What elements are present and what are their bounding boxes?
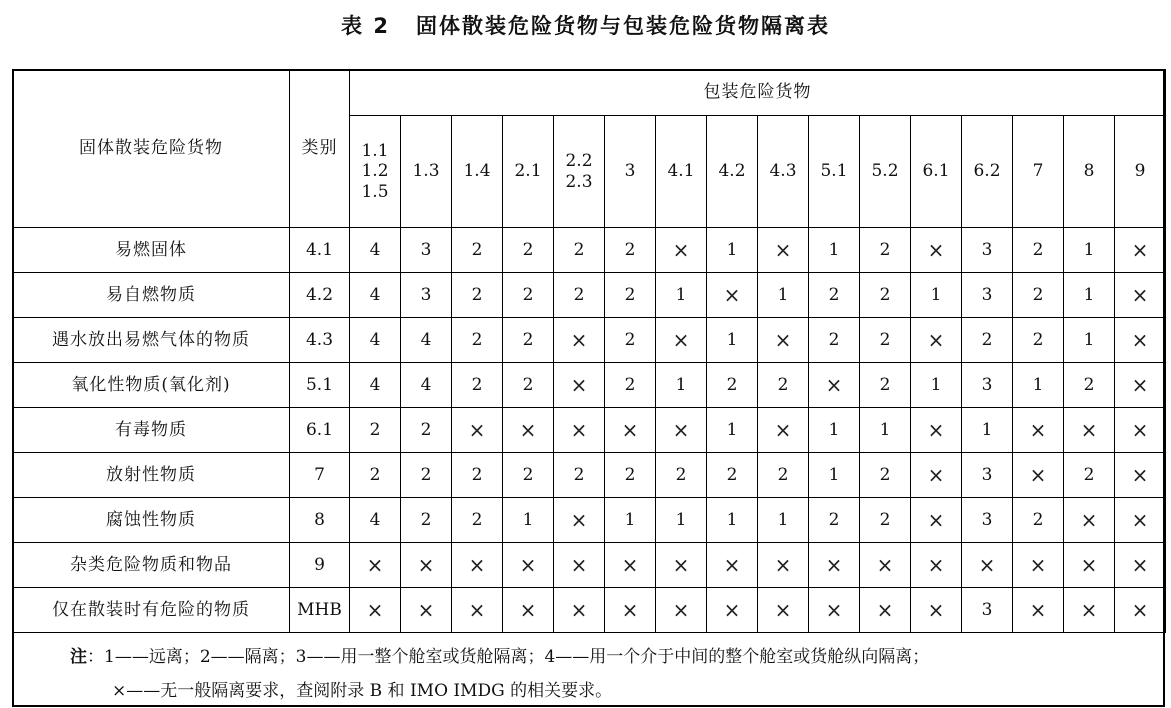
segregation-value: 1 <box>707 318 758 363</box>
segregation-value: 1 <box>1064 318 1115 363</box>
row-class: 7 <box>290 453 350 498</box>
segregation-value: × <box>401 543 452 588</box>
segregation-value: × <box>452 588 503 633</box>
row-class: 6.1 <box>290 408 350 453</box>
row-substance-name: 易燃固体 <box>13 228 290 273</box>
segregation-value: 1 <box>758 273 809 318</box>
segregation-value: × <box>656 318 707 363</box>
segregation-value: 2 <box>605 363 656 408</box>
row-substance-name: 腐蚀性物质 <box>13 498 290 543</box>
segregation-value: 2 <box>452 363 503 408</box>
segregation-value: 2 <box>1013 318 1064 363</box>
segregation-value: 2 <box>758 453 809 498</box>
segregation-value: × <box>1013 408 1064 453</box>
segregation-value: × <box>758 228 809 273</box>
segregation-value: × <box>1064 408 1115 453</box>
segregation-value: 2 <box>503 228 554 273</box>
segregation-value: 3 <box>962 363 1013 408</box>
table-title <box>0 10 1171 40</box>
segregation-value: 3 <box>962 498 1013 543</box>
row-substance-name: 仅在散装时有危险的物质 <box>13 588 290 633</box>
segregation-value: 1 <box>707 228 758 273</box>
segregation-value: × <box>911 453 962 498</box>
class-code: 6.2 <box>973 161 1001 182</box>
segregation-value: × <box>656 408 707 453</box>
header-bulk-goods: 固体散装危险货物 <box>13 70 290 228</box>
class-code: 2.1 <box>514 161 542 182</box>
segregation-value: 4 <box>350 498 401 543</box>
segregation-value: × <box>758 318 809 363</box>
segregation-value: 2 <box>860 363 911 408</box>
segregation-value: 1 <box>1064 273 1115 318</box>
segregation-value: 4 <box>350 273 401 318</box>
segregation-value: × <box>554 318 605 363</box>
row-class: 4.2 <box>290 273 350 318</box>
segregation-value: 2 <box>503 273 554 318</box>
segregation-value: 2 <box>452 453 503 498</box>
segregation-value: 3 <box>962 453 1013 498</box>
segregation-value: 1 <box>1013 363 1064 408</box>
row-class: 4.3 <box>290 318 350 363</box>
segregation-value: 2 <box>1013 498 1064 543</box>
segregation-value: 3 <box>962 588 1013 633</box>
segregation-value: × <box>656 228 707 273</box>
table-number: 表 2 <box>341 14 390 38</box>
segregation-value: 2 <box>554 273 605 318</box>
segregation-value: 2 <box>656 453 707 498</box>
segregation-value: 2 <box>707 453 758 498</box>
segregation-value: 2 <box>758 363 809 408</box>
segregation-value: 1 <box>1064 228 1115 273</box>
segregation-value: × <box>605 588 656 633</box>
segregation-value: 2 <box>860 498 911 543</box>
segregation-value: 2 <box>1064 363 1115 408</box>
segregation-value: 2 <box>350 453 401 498</box>
header-packaged-goods: 包装危险货物 <box>350 70 1166 116</box>
segregation-value: 2 <box>605 273 656 318</box>
segregation-value: 2 <box>452 228 503 273</box>
segregation-value: × <box>503 588 554 633</box>
segregation-value: × <box>350 588 401 633</box>
segregation-value: 3 <box>401 273 452 318</box>
segregation-value: 4 <box>401 363 452 408</box>
segregation-value: 2 <box>503 363 554 408</box>
segregation-value: × <box>758 543 809 588</box>
segregation-value: 2 <box>962 318 1013 363</box>
row-substance-name: 杂类危险物质和物品 <box>13 543 290 588</box>
segregation-value: × <box>503 408 554 453</box>
class-code: 4.3 <box>769 161 797 182</box>
segregation-value: × <box>1115 453 1166 498</box>
segregation-value: × <box>656 588 707 633</box>
segregation-value: × <box>1115 363 1166 408</box>
row-class: 4.1 <box>290 228 350 273</box>
segregation-value: × <box>503 543 554 588</box>
segregation-value: × <box>809 363 860 408</box>
segregation-value: 1 <box>911 273 962 318</box>
segregation-value: × <box>758 408 809 453</box>
segregation-value: 2 <box>503 453 554 498</box>
segregation-value: × <box>1013 588 1064 633</box>
segregation-value: × <box>452 543 503 588</box>
segregation-value: 2 <box>554 228 605 273</box>
class-code: 2.3 <box>565 171 593 192</box>
segregation-value: 1 <box>656 363 707 408</box>
segregation-value: 4 <box>350 363 401 408</box>
segregation-value: 2 <box>605 228 656 273</box>
segregation-value: 3 <box>401 228 452 273</box>
segregation-value: 1 <box>707 498 758 543</box>
segregation-value: 2 <box>860 318 911 363</box>
segregation-value: 1 <box>656 273 707 318</box>
class-code: 1.4 <box>463 161 491 182</box>
class-code: 3 <box>624 161 636 182</box>
class-code: 5.2 <box>871 161 899 182</box>
segregation-value: × <box>911 543 962 588</box>
segregation-value: 2 <box>707 363 758 408</box>
segregation-value: × <box>605 408 656 453</box>
segregation-value: × <box>350 543 401 588</box>
row-substance-name: 遇水放出易燃气体的物质 <box>13 318 290 363</box>
segregation-value: 2 <box>809 273 860 318</box>
segregation-value: × <box>1115 543 1166 588</box>
class-code: 9 <box>1134 161 1146 182</box>
segregation-value: 1 <box>707 408 758 453</box>
segregation-value: 1 <box>809 408 860 453</box>
segregation-value: × <box>809 588 860 633</box>
segregation-value: 2 <box>350 408 401 453</box>
row-class: 9 <box>290 543 350 588</box>
row-substance-name: 氧化性物质(氧化剂) <box>13 363 290 408</box>
segregation-value: × <box>1064 543 1115 588</box>
header-class: 类别 <box>290 70 350 228</box>
note-label: 注 <box>70 647 87 667</box>
class-code: 5.1 <box>820 161 848 182</box>
table-note <box>12 632 1165 707</box>
segregation-value: 2 <box>860 273 911 318</box>
row-substance-name: 易自燃物质 <box>13 273 290 318</box>
segregation-value: × <box>1013 543 1064 588</box>
segregation-value: 2 <box>809 498 860 543</box>
segregation-value: × <box>860 588 911 633</box>
segregation-value: × <box>962 543 1013 588</box>
segregation-value: 2 <box>1064 453 1115 498</box>
segregation-value: × <box>707 588 758 633</box>
segregation-value: 4 <box>401 318 452 363</box>
table-frame <box>12 69 1165 707</box>
segregation-value: × <box>554 408 605 453</box>
segregation-value: 1 <box>503 498 554 543</box>
class-code: 4.2 <box>718 161 746 182</box>
segregation-value: × <box>911 408 962 453</box>
row-class: MHB <box>290 588 350 633</box>
segregation-value: × <box>1115 318 1166 363</box>
segregation-value: × <box>707 273 758 318</box>
segregation-value: 1 <box>809 453 860 498</box>
segregation-value: 2 <box>503 318 554 363</box>
class-code: 1.2 <box>361 161 389 182</box>
segregation-value: 4 <box>350 228 401 273</box>
segregation-value: × <box>860 543 911 588</box>
class-code: 6.1 <box>922 161 950 182</box>
class-code: 1.1 <box>361 140 389 161</box>
segregation-value: 2 <box>452 498 503 543</box>
segregation-value: × <box>911 318 962 363</box>
segregation-value: 4 <box>350 318 401 363</box>
segregation-value: × <box>1115 588 1166 633</box>
segregation-value: 2 <box>452 318 503 363</box>
segregation-value: × <box>911 498 962 543</box>
segregation-value: 2 <box>401 408 452 453</box>
segregation-value: × <box>1115 498 1166 543</box>
segregation-value: × <box>554 543 605 588</box>
segregation-value: × <box>1064 588 1115 633</box>
segregation-value: × <box>554 498 605 543</box>
class-code: 4.1 <box>667 161 695 182</box>
segregation-value: 1 <box>758 498 809 543</box>
note-line-2: ×——无一般隔离要求，查阅附录 B 和 IMO IMDG 的相关要求。 <box>112 681 613 701</box>
note-line-1: ：1——远离；2——隔离；3——用一整个舱室或货舱隔离；4——用一个介于中间的整个舱室或货舱纵向隔离； <box>87 647 930 667</box>
segregation-value: × <box>452 408 503 453</box>
segregation-value: 2 <box>860 228 911 273</box>
segregation-value: × <box>707 543 758 588</box>
segregation-value: × <box>401 588 452 633</box>
row-class: 5.1 <box>290 363 350 408</box>
segregation-value: 2 <box>554 453 605 498</box>
segregation-value: 1 <box>911 363 962 408</box>
segregation-value: 1 <box>656 498 707 543</box>
segregation-value: × <box>1115 408 1166 453</box>
class-code: 8 <box>1083 161 1095 182</box>
segregation-value: 2 <box>452 273 503 318</box>
segregation-value: 3 <box>962 273 1013 318</box>
segregation-value: 2 <box>401 453 452 498</box>
segregation-value: × <box>1064 498 1115 543</box>
row-substance-name: 放射性物质 <box>13 453 290 498</box>
segregation-value: 1 <box>962 408 1013 453</box>
segregation-value: 2 <box>1013 273 1064 318</box>
class-code: 2.2 <box>565 151 593 172</box>
segregation-value: × <box>656 543 707 588</box>
segregation-value: × <box>1013 453 1064 498</box>
segregation-value: 2 <box>1013 228 1064 273</box>
segregation-value: × <box>554 363 605 408</box>
segregation-value: 3 <box>962 228 1013 273</box>
segregation-value: 1 <box>605 498 656 543</box>
segregation-value: × <box>1115 273 1166 318</box>
segregation-value: 2 <box>401 498 452 543</box>
segregation-value: 2 <box>605 318 656 363</box>
segregation-value: 2 <box>860 453 911 498</box>
row-class: 8 <box>290 498 350 543</box>
segregation-value: 1 <box>809 228 860 273</box>
segregation-value: × <box>605 543 656 588</box>
class-code: 7 <box>1032 161 1044 182</box>
segregation-value: × <box>809 543 860 588</box>
segregation-value: × <box>1115 228 1166 273</box>
segregation-value: × <box>758 588 809 633</box>
row-substance-name: 有毒物质 <box>13 408 290 453</box>
segregation-value: × <box>911 228 962 273</box>
table-caption: 固体散装危险货物与包装危险货物隔离表 <box>415 14 830 38</box>
segregation-value: 2 <box>809 318 860 363</box>
segregation-value: 1 <box>860 408 911 453</box>
class-code: 1.3 <box>412 161 440 182</box>
segregation-value: × <box>911 588 962 633</box>
segregation-value: × <box>554 588 605 633</box>
class-code: 1.5 <box>361 181 389 202</box>
segregation-value: 2 <box>605 453 656 498</box>
